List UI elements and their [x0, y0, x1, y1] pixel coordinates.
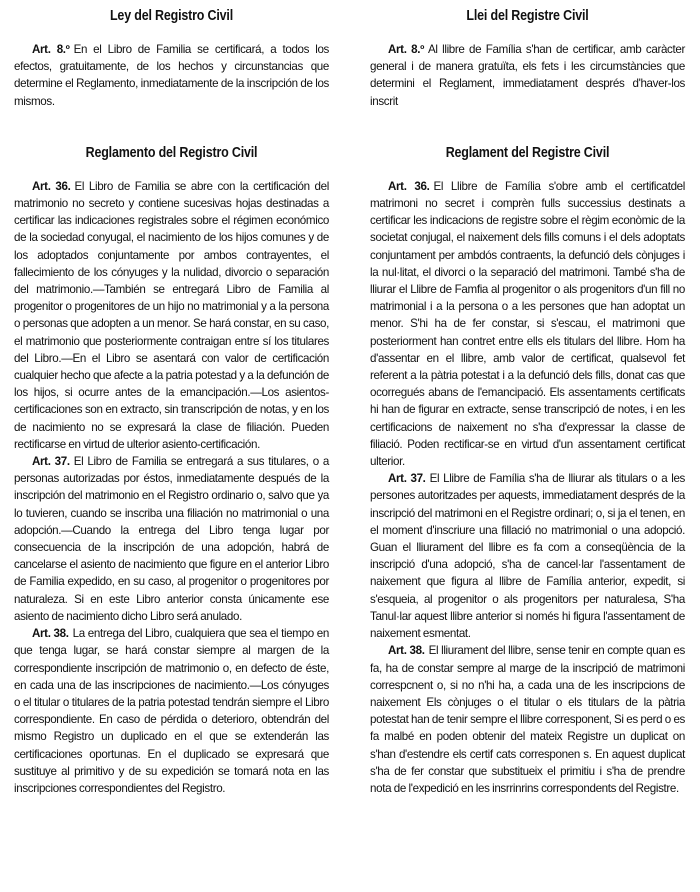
article-label: Art. 38.: [388, 644, 425, 658]
heading-reglament-registre-civil: Reglament del Registre Civil: [445, 144, 610, 161]
article-label: Art. 36.: [32, 179, 71, 193]
article-36-ca: [370, 178, 685, 470]
spanish-column: [14, 0, 329, 797]
article-37-es: [14, 453, 329, 625]
heading-llei-registre-civil: Llei del Registre Civil: [466, 8, 589, 24]
article-label: Art. 37.: [32, 455, 70, 469]
article-text: El Llibre de Família s'obre amb el certificatdel matrimoni no secret i comprèn fulls successius destinats a certificar les indicacions de registre sobre el règim econòmic de la societat conjugal, el naixement dels fills comuns i el dels adoptats conjuntament per ambdós contraents, la defunció dels cònjuges i la nul·litat, el divorci o la separació del matrimoni. També s'ha de lliurar el Llibre de Famfia al progenitor o als progenitors d'un fill no matrimonial i a la persona o a les persones que han adoptat un menor. S'hi ha de fer constar, si s'escau, el matrimoni que posteriorment han contret entre ells els titulars del llibre. Hom ha d'assentar en el llibre, amb valor de certificat, qualsevol fet referent a la pàtria potestat i a la defunció dels fills, donat cas que ocorregués abans de l'emancipació. Els assentaments certificats hi han de figurar en extracte, sense transcripció de notes, i en les certificacions de naixement no s'ha d'expressar la classe de filiació. Poden rectificar-se en virtud d'un assentament certificat ulterior.: [370, 179, 685, 469]
article-label: Art. 8.º: [388, 43, 424, 56]
article-label: Art. 8.º: [32, 43, 70, 56]
heading-ley-registro-civil: Ley del Registro Civil: [109, 8, 234, 24]
article-38-ca: [370, 642, 685, 797]
article-8-ca: [370, 41, 685, 110]
article-text: El lliurament del llibre, sense tenir en compte quan es fa, ha de constar sempre al marge de la inscripció de matrimoni correspcnent o, si no n'hi ha, a cada una de les inscripcions de naixement Els cònjuges o el titular o els titulars de la pàtria potestat han de tenir sempre el llibre corresponent, Si es perd o es fa malbé en poden obtenir del mateix Registre un duplicat on s'han d'estendre els certif cats corresponen s. En aquest duplicat s'ha de fer constar que substitueix el primitiu i s'ha de prendre nota de l'expedició en les insrrinrins correspondents del Registre.: [370, 644, 685, 795]
heading-reglamento-registro-civil: Reglamento del Registro Civil: [85, 144, 258, 161]
article-text: El Libro de Familia se abre con la certificación del matrimonio no secreto y contiene sucesivas hojas destinadas a certificar las indicaciones registrales sobre el régimen económico de la sociedad conyugal, el nacimiento de los hijos comunes y de los adoptados conjuntamente por ambos contrayentes, el fallecimiento de los cónyuges y la nulidad, divorcio o separación del matrimonio.—También se entregará Libro de Familia al progenitor o progenitores de un hijo no matrimonial y a la persona o personas que adopten a un menor. Se hará constar, en su caso, el matrimonio que posteriormente contraigan entre sí los titulares del Libro.—En el Libro se asentará con valor de certificación cualquier hecho que afecte a la patria potestad y a la defunción de los hijos, si ocurre antes de la emancipación.—Los asientos-certificaciones son en extracto, sin transcripción de notas, y en los de nacimiento no se expresará la clase de filiación. Pueden rectificarse en virtud de ulterior asiento-certificación.: [14, 179, 329, 451]
article-text: El Libro de Familia se entregará a sus titulares, o a personas autorizadas por éstos, inmediatamente después de la inscripción del matrimonio en el Registro ordinario o, salvo que ya lo tuvieren, cuando se inscriba una filiación no matrimonial o una adopción.—Cuando la entrega del Libro tenga lugar por consecuencia de la inscripción de una adopción, habrá de cancelarse el asiento de nacimiento que figure en el anterior Libro de Familia expedido, en su caso, al progenitor o progenitores por naturaleza. Si en este Libro anterior consta únicamente ese asiento de nacimiento dicho Libro será anulado.: [14, 455, 329, 623]
article-label: Art. 36.: [388, 179, 430, 193]
article-37-ca: [370, 470, 685, 642]
article-text: Al llibre de Família s'han de certificar, amb caràcter general i de manera gratuïta, els fets i les circumstàncies que determini el Reglament, immediatament després d'haver-los inscrit: [370, 43, 685, 108]
article-text: En el Libro de Familia se certificará, a todos los efectos, gratuitamente, de los hechos y circunstancias que determine el Reglamento, inmediatamente de la inscripción de los mismos.: [14, 43, 329, 108]
article-label: Art. 37.: [388, 472, 426, 486]
article-text: El Llibre de Família s'ha de lliurar als titulars o a les persones autoritzades per aquests, immediatament després de la inscripció del matrimoni en el Registre ordinari; o, si ja el tenen, en el moment d'inscriure una fillació no matrimonial o una adopció. Guan el lliurament del llibre es fa com a conseqüència de la inscripció d'una adopció, s'ha de cancel·lar l'assentament de naixement que figura al llibre de Família anterior, expedit, si s'esqueia, al progenitor o als progenitors per naturalesa, S'ha Tanul·lar aquest llibre anterior si només hi figura l'assentament de naixement esmentat.: [370, 472, 685, 641]
article-38-es: [14, 625, 329, 797]
catalan-column: [370, 0, 685, 797]
article-36-es: [14, 178, 329, 453]
article-text: La entrega del Libro, cualquiera que sea el tiempo en que tenga lugar, se hará constar siempre al margen de la correspondiente inscripción de matrimonio o, en defecto de éste, en cada una de las inscripciones de nacimiento.—Los cónyuges o el titular o titulares de la patria potestad tendrán siempre el Libro correspondiente. En caso de pérdida o deterioro, obtendrán del mismo Registro un duplicado en el que se extenderán las certificaciones oportunas. En el duplicado se expresará que sustituye al primitivo y de su expedición se tomará nota en las inscripciones correspondientes del Registro.: [14, 627, 329, 795]
article-8-es: [14, 41, 329, 110]
article-label: Art. 38.: [32, 627, 69, 641]
